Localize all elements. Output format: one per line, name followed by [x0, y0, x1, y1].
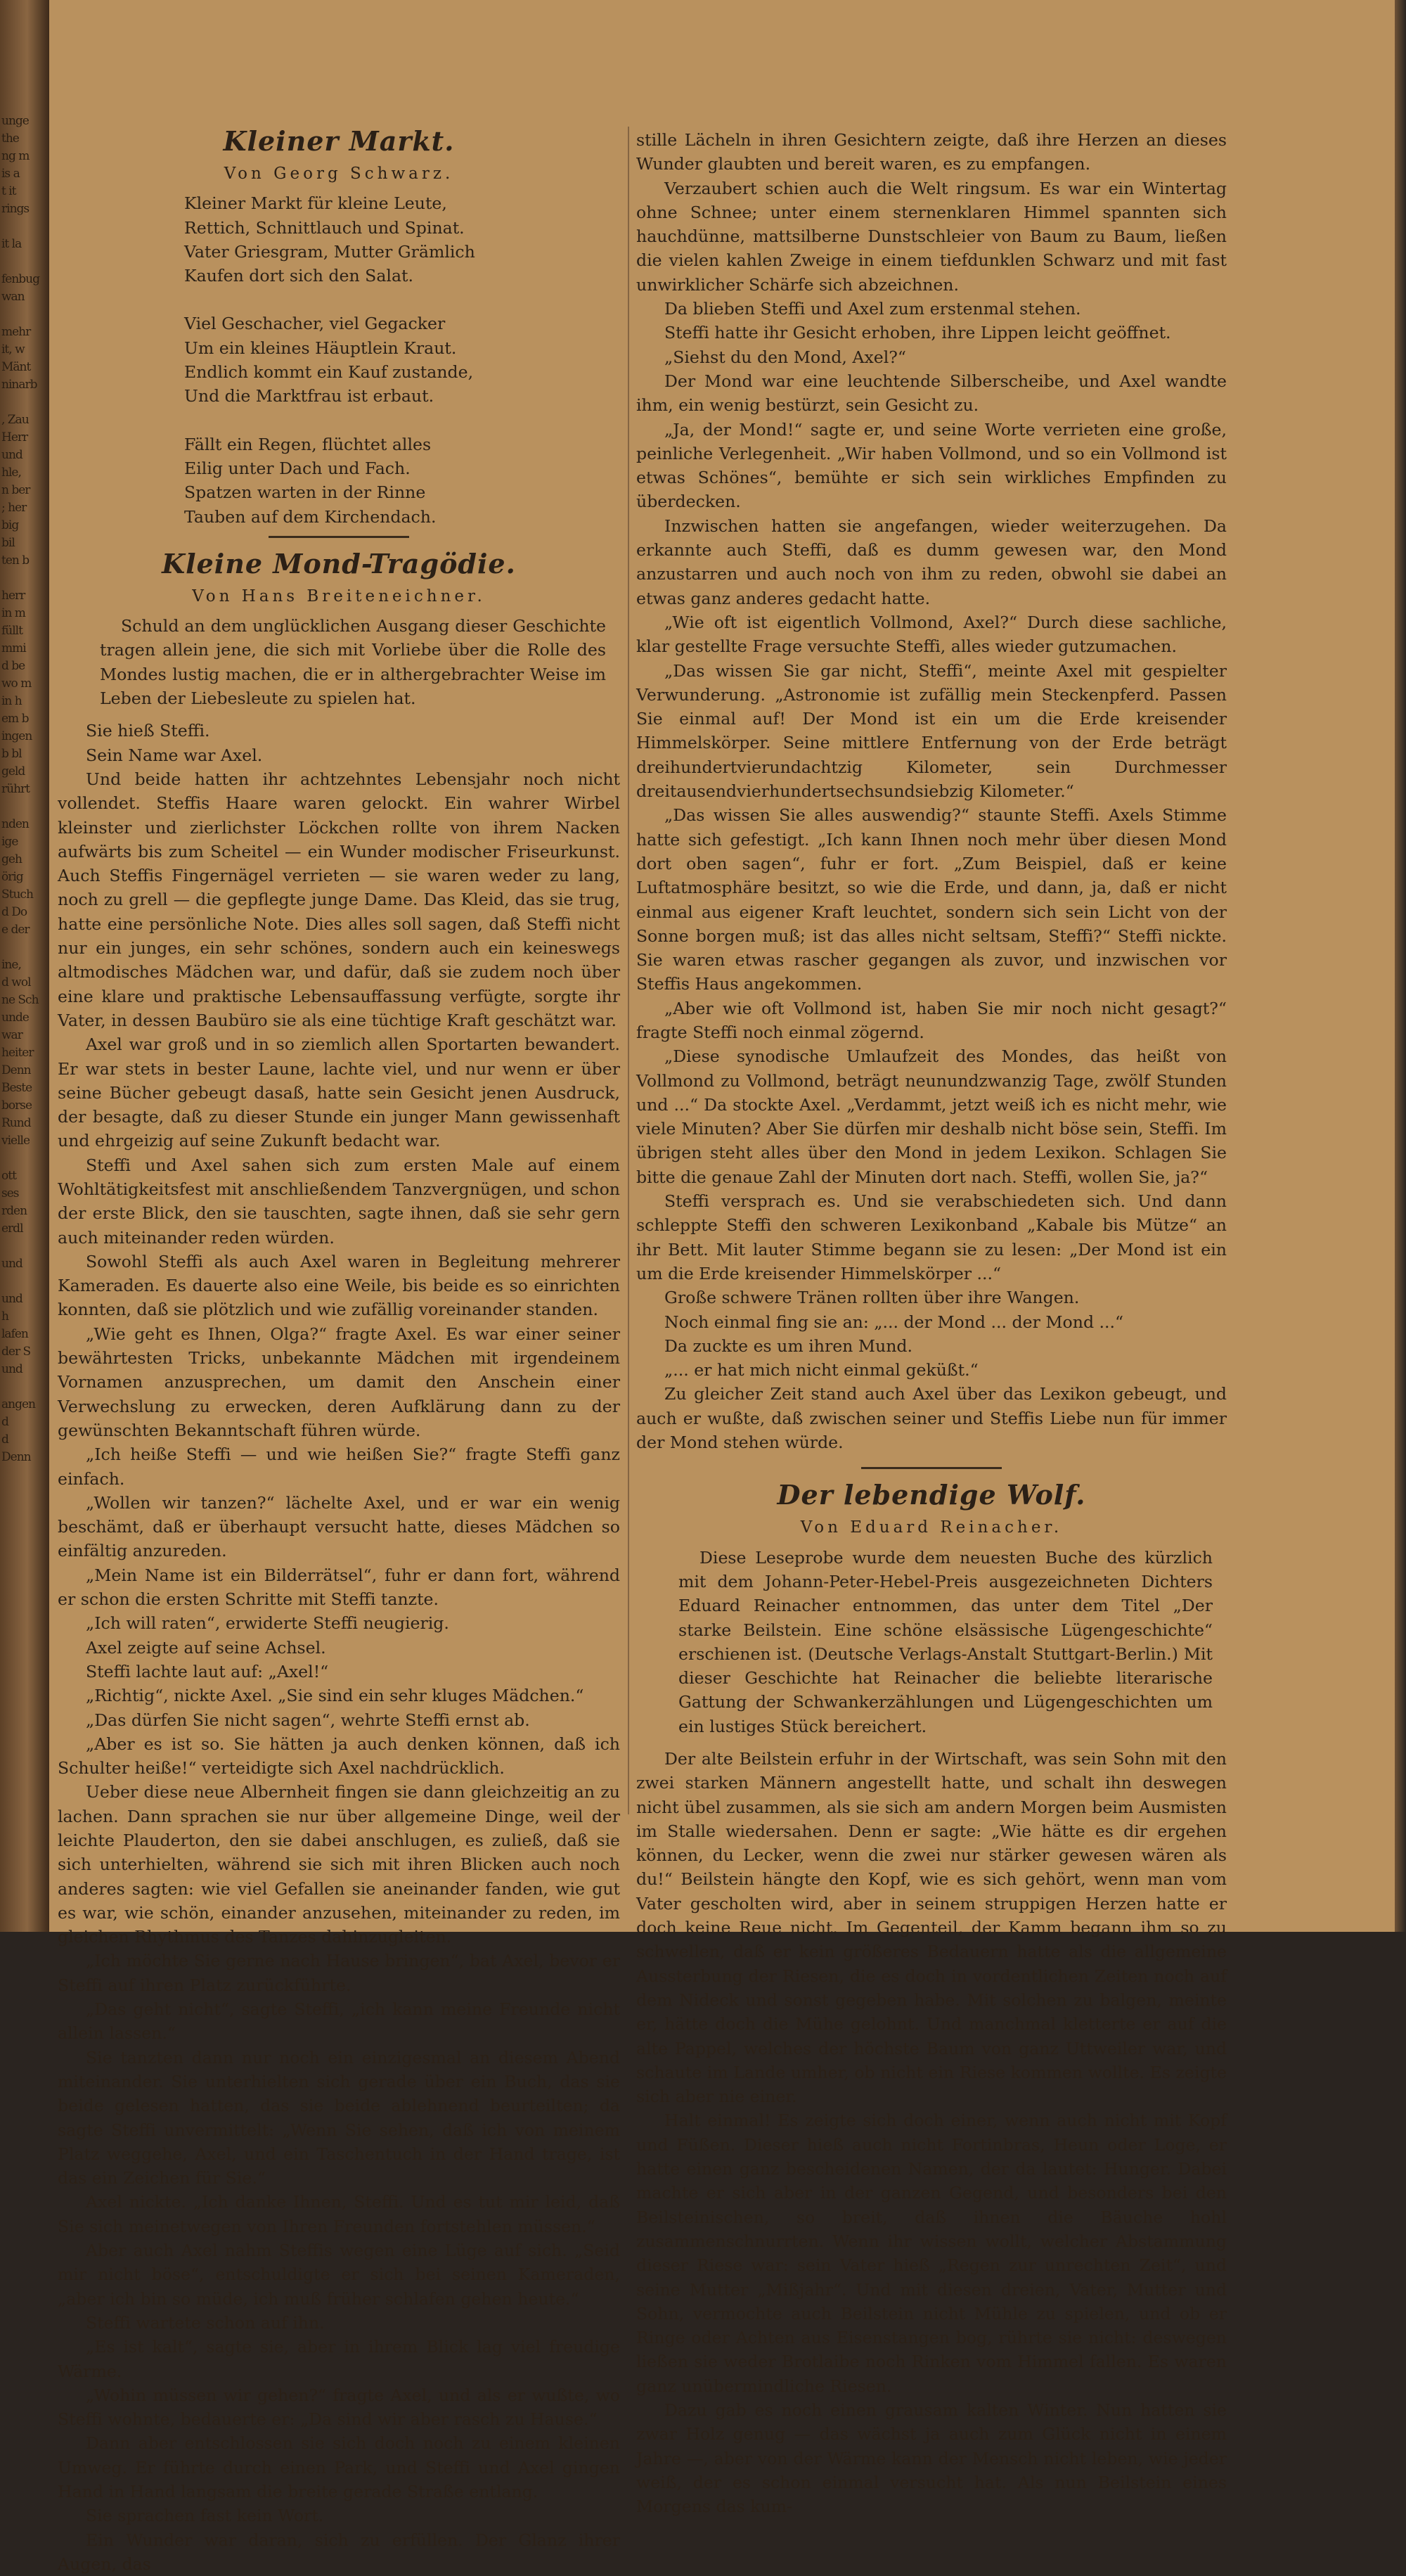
paragraph: Ein Wunder war daran, sich zu erfüllen. Der Glanz ihrer Augen, das	[58, 2530, 620, 2574]
section-divider	[861, 1467, 1002, 1469]
paragraph: „Wie oft ist eigentlich Vollmond, Axel?“ Durch diese sachliche, klar gestellte Frage versuchte Steffi, alles wieder gutzumachen.	[636, 612, 1227, 657]
paragraph: „Ja, der Mond!“ sagte er, und seine Worte verrieten eine große, peinliche Verlegenheit. „Wir haben Vollmond, und so ein Vollmond ist etwas Schönes“, bemühte er sich sein wirkliches Empfinden zu überdecken.	[636, 419, 1227, 512]
poem-line: Viel Geschacher, viel Gegacker	[184, 314, 446, 334]
paragraph: Axel zeigte auf seine Achsel.	[86, 1637, 326, 1658]
poem-line: Um ein kleines Häuptlein Kraut.	[184, 338, 457, 358]
column-divider	[628, 127, 629, 1814]
paragraph: „Ich will raten“, erwiderte Steffi neugierig.	[86, 1613, 449, 1634]
paragraph: Da blieben Steffi und Axel zum erstenmal stehen.	[664, 299, 1081, 319]
paragraph: Da zuckte es um ihren Mund.	[664, 1335, 913, 1356]
article-title-lebendige-wolf: Der lebendige Wolf.	[777, 1479, 1086, 1511]
section-divider	[269, 536, 409, 538]
paragraph: Der alte Beilstein erfuhr in der Wirtschaft, was sein Sohn mit den zwei starken Männern angestellt hatte, und schalt ihn deswegen nicht übel zusammen, als sie sich am andern Morgen beim Ausmisten im Stalle wiedersahen. Denn er sagte: „Wie hätte es dir ergehen können, du Lecker, wenn die zwei nur stärker gewesen wären als du!“ Beilstein hängte den Kopf, wie es sich gehört, wenn man vom Vater gescholten wird, aber in seinem struppigen Herzen hatte er doch keine Reue nicht. Im Gegenteil, der Kamm begann ihm so zu schwellen, daß er kein größeres Bedauern hatte als die allgemeine Aussterbung der Riesen, die es doch in vordentlichen Zeiten noch auf dem Nideck und sonst gegeben habe. Mit solchen zu balgen, meinte er, hätte doch die Mühe gelohnt. Und manchmal kletterte er auf die alte Pappel, welches der höchste Baum von ganz Uttweiler war, und schaute im Lande umher, ob nicht ein Riese kommen wollte. Es zeigte sich aber nie einer.	[636, 1749, 1227, 2107]
paragraph: „Richtig“, nickte Axel. „Sie sind ein sehr kluges Mädchen.“	[86, 1686, 584, 1706]
paragraph: Sie tanzten dann nur noch ein einzigesmal an diesem Abend miteinander. Sie unterhielten sich gerade über ein Buch, das sie beide gelesen hatten, das sie beide ablehnend beurteilten; da sagte Steffi unvermittelt: „Wenn Sie sehen, daß ich von meinem Platz weggehe, Axel, und ein Taschentuch in der Hand trage, ist das ein Zeichen für Sie.“	[58, 2047, 620, 2189]
paragraph: Ueber diese neue Albernheit fingen sie dann gleichzeitig an zu lachen. Dann sprachen sie nur über allgemeine Dinge, weil der leichte Plauderton, den sie dabei anschlugen, es zuließ, daß sie sich unterhielten, während sie sich mit ihren Blicken auch noch anderes sagten: wie viel Gefallen sie aneinander fanden, wie gut es war, wie schön, einander anzusehen, miteinander zu reden, im gleichen Rhythmus des Tanzes dahinzugleiten.	[58, 1782, 620, 1947]
poem-line: Rettich, Schnittlauch und Spinat.	[184, 217, 465, 238]
paragraph: Inzwischen hatten sie angefangen, wieder weiterzugehen. Da erkannte auch Steffi, daß es dumm gewesen war, den Mond anzustarren und auch noch von ihm zu reden, obwohl sie dabei an etwas ganz anderes gedacht hatte.	[636, 515, 1227, 608]
article-body	[58, 719, 620, 2576]
article-body	[636, 1747, 1227, 2519]
book-binding	[0, 0, 49, 1932]
paragraph: Steffi wartete schon auf ihn.	[86, 2312, 325, 2333]
poem-line: Spatzen warten in der Rinne	[184, 482, 426, 503]
paragraph: „Wie geht es Ihnen, Olga?“ fragte Axel. Es war einer seiner bewährtesten Tricks, unbekannte Mädchen mit irgendeinem Vornamen anzusprechen, um damit den Anschein einer Verwechslung zu erwecken, deren Aufklärung dann zu der gewünschten Bekanntschaft führen würde.	[58, 1324, 620, 1440]
poem-line: Kaufen dort sich den Salat.	[184, 266, 413, 286]
paragraph: stille Lächeln in ihren Gesichtern zeigte, daß ihre Herzen an dieses Wunder glaubten und bereit waren, es zu empfangen.	[636, 130, 1227, 174]
paragraph: „Es ist kalt“, sagte sie, aber in ihrem Blick lag viel freudige Wärme.	[58, 2337, 620, 2381]
paragraph: „Ich heiße Steffi — und wie heißen Sie?“ fragte Steffi ganz einfach.	[58, 1444, 620, 1489]
paragraph: Noch einmal fing sie an: „... der Mond ... der Mond ...“	[664, 1312, 1124, 1332]
article-intro: Diese Leseprobe wurde dem neuesten Buche des kürzlich mit dem Johann-Peter-Hebel-Preis ausgezeichneten Dichters Eduard Reinacher entnommen, das unter dem Titel „Der starke Beilstein. Eine schöne elsässische Lügengeschichte“ erschienen ist. (Deutsche Verlags-Anstalt Stuttgart-Berlin.) Mit dieser Geschichte hat Reinacher die beliebte literarische Gattung der Schwankerzählungen und Lügengeschichten um ein lustiges Stück bereichert.	[678, 1547, 1213, 1736]
paragraph: „Wollen wir tanzen?“ lächelte Axel, und er war ein wenig beschämt, daß er überhaupt versucht hatte, dieses Mädchen so einfältig anzureden.	[58, 1492, 620, 1561]
poem-line: Tauben auf dem Kirchendach.	[184, 506, 437, 527]
poem-line: Kleiner Markt für kleine Leute,	[184, 193, 447, 214]
paragraph: Dazu gab es noch einen grausam kalten Winter. Nun hatten sie zwar Holz genug — das wächst ja auch zum Glück nicht in einem Jahre —, aber von der Wärme kann der Mensch nicht leben, wie jeder weiß, der es schon einmal versucht hat. Als nun Beilstein eines Morgens das kum-	[636, 2400, 1227, 2517]
right-column	[636, 128, 1227, 2517]
paragraph: Verzaubert schien auch die Welt ringsum. Es war ein Wintertag ohne Schnee; unter einem sternenklaren Himmel spannten sich hauchdünne, mattsilberne Dunstschleier von Baum zu Baum, ließen die vielen kahlen Zweige in einem tiefdunklen Schwarz und mit fast unwirklicher Schärfe sich abzeichnen.	[636, 178, 1227, 295]
paragraph: Zu gleicher Zeit stand auch Axel über das Lexikon gebeugt, und auch er wußte, daß zwischen seiner und Steffis Liebe nun für immer der Mond stehen würde.	[636, 1384, 1227, 1453]
paragraph: „Das wissen Sie alles auswendig?“ staunte Steffi. Axels Stimme hatte sich gefestigt. „Ich kann Ihnen noch mehr über diesen Mond dort oben sagen“, fuhr er fort. „Zum Beispiel, daß er keine Luftatmosphäre besitzt, so wie die Erde, und dann, ja, daß er nicht einmal aus eigener Kraft leuchtet, sondern sich sein Licht von der Sonne borgen muß; ist das alles nicht seltsam, Steffi?“ Steffi nickte. Sie waren etwas rascher gegangen als zuvor, und inzwischen vor Steffis Haus angekommen.	[636, 805, 1227, 994]
article-intro: Schuld an dem unglücklichen Ausgang dieser Geschichte tragen allein jene, die sich mit Vorliebe über die Rolle des Mondes lustig machen, die er in althergebrachter Weise im Leben der Liebesleute zu spielen hat.	[100, 616, 606, 709]
article-byline-kleiner-markt: Von Georg Schwarz.	[224, 165, 454, 183]
paragraph: Große schwere Tränen rollten über ihre Wangen.	[664, 1288, 1080, 1308]
paragraph: Sein Name war Axel.	[86, 745, 263, 765]
paragraph: „... er hat mich nicht einmal geküßt.“	[664, 1360, 979, 1380]
paragraph: Axel war groß und in so ziemlich allen Sportarten bewandert. Er war stets in bester Laune, lachte viel, und nur wenn er über seine Bücher gebeugt dasaß, hatte sein Gesicht jenen Ausdruck, der besagte, daß zu dieser Stunde ein junger Mann gewissenhaft und ehrgeizig auf seine Zukunft bedacht war.	[58, 1034, 620, 1151]
article-byline-lebendige-wolf: Von Eduard Reinacher.	[800, 1518, 1063, 1537]
paragraph: Steffi versprach es. Und sie verabschiedeten sich. Und dann schleppte Steffi den schweren Lexikonband „Kabale bis Mütze“ an ihr Bett. Mit lauter Stimme begann sie zu lesen: „Der Mond ist ein um die Erde kreisender Himmelskörper ...“	[636, 1191, 1227, 1283]
paragraph: „Das geht nicht“, sagte Steffi, „ich kann meine Freunde nicht allein lassen.“	[58, 1999, 620, 2044]
paragraph: Steffi und Axel sahen sich zum ersten Male auf einem Wohltätigkeitsfest mit anschließendem Tanzvergnügen, und schon der erste Blick, den sie tauschten, sagte ihnen, daß sie sehr gern auch miteinander reden würden.	[58, 1155, 620, 1248]
paragraph: Steffi lachte laut auf: „Axel!“	[86, 1661, 329, 1681]
poem-stanza	[184, 432, 620, 529]
paragraph: „Mein Name ist ein Bilderrätsel“, fuhr er dann fort, während er schon die ersten Schritte mit Steffi tanzte.	[58, 1565, 620, 1610]
article-byline-mond-tragoedie: Von Hans Breiteneichner.	[192, 587, 486, 605]
article-title-mond-tragoedie: Kleine Mond-Tragödie.	[162, 547, 516, 579]
paragraph: „Diese synodische Umlaufzeit des Mondes, das heißt von Vollmond zu Vollmond, beträgt neunundzwanzig Tage, zwölf Stunden und ...“ Da stockte Axel. „Verdammt, jetzt weiß ich es nicht mehr, wie viele Minuten? Aber Sie dürfen mir deshalb nicht böse sein, Steffi. Im übrigen steht alles über den Mond in jedem Lexikon. Schlagen Sie bitte die genaue Zahl der Minuten dort nach. Steffi, wollen Sie, ja?“	[636, 1046, 1227, 1187]
paragraph: Sie hieß Steffi.	[86, 721, 210, 741]
poem-stanza	[184, 312, 620, 408]
paragraph: „Siehst du den Mond, Axel?“	[664, 347, 906, 367]
paragraph: „Ich möchte Sie gerne nach Hause bringen“, bat Axel, bevor er Steffi auf ihren Platz zurückführte.	[58, 1951, 620, 1995]
paragraph: Halt einmal! Es zeigte sich doch einer, wenn auch nicht mit Kopf und Füßen. Dieser hieß auch nicht Fortinbras, Heun oder Loge, er hatte einen ganz bescheidenen Namen, der da lautet: Hunger. Dabei machte er sich aber in der ganzen Gegend, und besonders bei den Beilsteinischen, so breit, daß ihnen die Bäuche hohl zusammenschnurrten. Wenn ihr wissen wollt, welcher Abstammung dieser Riese war: sein Vater hieß „Regen zur unrechten Zeit“, und seine Mutter „Mißjahr“. Und mit diesen dreien, Vater, Mutter und Sohn, vermochte auch Beilstein nicht Mühle zu spielen, und ob er Ringe oder Achten aus Eisenstangen bog, rührte sie nicht: deswegen ließen sie weder Brotlaibe noch Rinken vom Himmel fallen. Es waren ganz unübermindliche Riesen.	[636, 2110, 1227, 2396]
article-body-continued	[636, 128, 1227, 1454]
poem-line: Eilig unter Dach und Fach.	[184, 458, 411, 478]
paragraph: Steffi hatte ihr Gesicht erhoben, ihre Lippen leicht geöffnet.	[664, 323, 1171, 343]
poem-line: Und die Marktfrau ist erbaut.	[184, 386, 434, 406]
paragraph: „Aber es ist so. Sie hätten ja auch denken können, daß ich Schulter heiße!“ verteidigte sich Axel nachdrücklich.	[58, 1734, 620, 1779]
paragraph: Dann aber entschlossen sie sich doch noch zu einem kleinen Umweg. Er führte durch einen Park, und Steffi und Axel gingen Hand in Hand langsam die breite gerade Straße entlang.	[58, 2433, 620, 2502]
poem-line: Vater Griesgram, Mutter Grämlich	[184, 241, 475, 262]
binding-text-fragments: unge the ng m is a t it rings it la fenbug wan mehr it, w Mänt ninarb , Zau Herr und hle, n ber ; her big bil ten b herr in m füllt mmi d be wo m in h em b ingen b bl geld rührt nden ige geh örig Stuch d Do e der ine, d wol ne Sch unde war heiter Denn Beste borse Rund vielle ott ses rden erdl und und h lafen der S und angen d d Denn	[1, 114, 40, 1464]
paragraph: Aber auch Axel nahm Steffis wegen eine Lüge auf sich. „Seid mir nicht böse“, entschuldigte er sich bei seinen Kameraden, „aber ich bin so müde, ich muß früher schlafen gehen heute.“	[58, 2241, 620, 2309]
left-column	[58, 120, 620, 2574]
paragraph: Der Mond war eine leuchtende Silberscheibe, und Axel wandte ihm, ein wenig bestürzt, sein Gesicht zu.	[636, 371, 1227, 416]
paragraph: „Aber wie oft Vollmond ist, haben Sie mir noch nicht gesagt?“ fragte Steffi noch einmal zögernd.	[636, 998, 1227, 1042]
paragraph: „Das wissen Sie gar nicht, Steffi“, meinte Axel mit gespielter Verwunderung. „Astronomie ist zufällig mein Steckenpferd. Passen Sie einmal auf! Der Mond ist ein um die Erde kreisender Himmelskörper. Seine mittlere Entfernung von der Erde beträgt dreihundertvierundachtzig Kilometer, sein Durchmesser dreitausendvierhundertsechsundsiebzig Kilometer.“	[636, 660, 1227, 802]
poem-line: Fällt ein Regen, flüchtet alles	[184, 434, 432, 454]
paragraph: Und beide hatten ihr achtzehntes Lebensjahr noch nicht vollendet. Steffis Haare waren gelockt. Ein wahrer Wirbel kleinster und zierlichster Löckchen rollte von ihrem Nacken aufwärts bis zum Scheitel — ein Wunder modischer Friseurkunst. Auch Steffis Fingernägel verrieten — sie waren weder zu lang, noch zu grell — die gepflegte junge Dame. Das Kleid, das sie trug, hatte eine persönliche Note. Dies alles soll sagen, daß Steffi nicht nur ein junges, ein sehr schönes, sondern auch ein keineswegs altmodisches Mädchen war, und dafür, daß sie zudem noch über eine klare und praktische Lebensauffassung verfügte, sorgte ihr Vater, in dessen Baubüro sie als eine tüchtige Kraft geschätzt war.	[58, 769, 620, 1030]
paragraph: „Das dürfen Sie nicht sagen“, wehrte Steffi ernst ab.	[86, 1710, 530, 1730]
poem-line: Endlich kommt ein Kauf zustande,	[184, 362, 474, 383]
paragraph: Sowohl Steffi als auch Axel waren in Begleitung mehrerer Kameraden. Es dauerte also eine Weile, bis beide es so einrichten konnten, daß sie plötzlich und wie zufällig voreinander standen.	[58, 1251, 620, 1320]
article-title-kleiner-markt: Kleiner Markt.	[223, 125, 455, 157]
poem-stanza	[184, 191, 620, 288]
paragraph: „Wohin müssen wir gehen?“ fragte Axel, und als er wußte, wo Steffi wohnte, bedauerte er: „Da sind wir aber rasch zu Hause.“	[58, 2385, 620, 2430]
paragraph: Sie sprachen fast kein Wort.	[86, 2506, 324, 2526]
paragraph: Axel nickte. „Ich danke Ihnen, Steffi. Und es tut mir leid, daß Sie sich meinetwegen von Ihren Freunden fortstehlen müssen.“	[58, 2192, 620, 2236]
page-edge	[1395, 0, 1406, 1932]
poem	[184, 191, 620, 529]
